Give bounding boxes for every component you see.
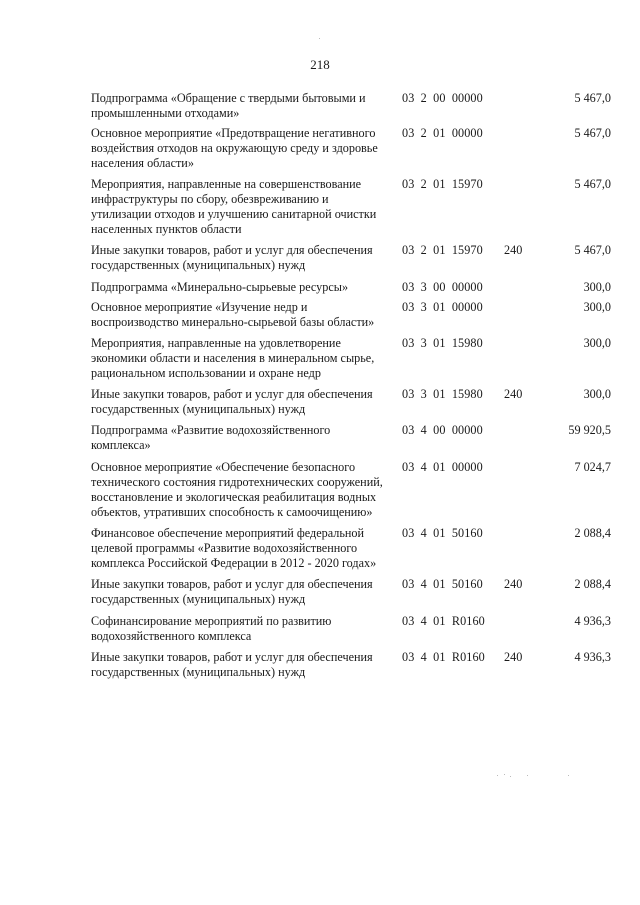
row-description: Подпрограмма «Обращение с твердыми бытовыми и промышленными отходами» <box>91 91 366 120</box>
row-amount: 4 936,3 <box>574 614 611 628</box>
row-amount: 2 088,4 <box>574 526 611 540</box>
row-code: 03 4 01 R0160 <box>402 614 485 628</box>
row-description: Иные закупки товаров, работ и услуг для обеспечения государственных (муниципальных) нужд <box>91 577 373 606</box>
row-description: Мероприятия, направленные на удовлетворение экономики области и населения в минеральном сырье, рациональном использовании и охране недр <box>91 336 375 380</box>
row-description: Подпрограмма «Развитие водохозяйственного комплекса» <box>91 423 331 452</box>
row-amount: 4 936,3 <box>574 650 611 664</box>
row-description: Основное мероприятие «Предотвращение негативного воздействия отходов на окружающую среду и здоровье населения области» <box>91 126 378 170</box>
row-code: 03 3 01 00000 <box>402 300 483 314</box>
row-expense-type: 240 <box>504 243 523 257</box>
table-row <box>91 177 611 237</box>
row-amount: 59 920,5 <box>568 423 611 437</box>
row-description: Мероприятия, направленные на совершенствование инфраструктуры по сбору, обезвреживанию и утилизации отходов и улучшению санитарной очистки населенных пунктов области <box>91 177 377 236</box>
scan-speck <box>568 775 569 776</box>
table-row <box>91 91 611 121</box>
row-code: 03 4 01 50160 <box>402 526 483 540</box>
row-expense-type: 240 <box>504 387 523 401</box>
row-description: Иные закупки товаров, работ и услуг для обеспечения государственных (муниципальных) нужд <box>91 387 373 416</box>
row-code: 03 2 00 00000 <box>402 91 483 105</box>
row-description: Иные закупки товаров, работ и услуг для обеспечения государственных (муниципальных) нужд <box>91 243 373 272</box>
row-description: Основное мероприятие «Изучение недр и воспроизводство минерально-сырьевой базы области» <box>91 300 375 329</box>
scan-speck <box>510 776 511 777</box>
row-description: Софинансирование мероприятий по развитию водохозяйственного комплекса <box>91 614 332 643</box>
table-row <box>91 280 611 295</box>
row-code: 03 2 01 15970 <box>402 177 483 191</box>
scan-speck <box>504 774 505 775</box>
row-code: 03 4 01 R0160 <box>402 650 485 664</box>
row-amount: 5 467,0 <box>574 243 611 257</box>
row-code: 03 4 01 00000 <box>402 460 483 474</box>
row-amount: 5 467,0 <box>574 91 611 105</box>
table-row <box>91 126 611 171</box>
row-amount: 2 088,4 <box>574 577 611 591</box>
row-code: 03 2 01 00000 <box>402 126 483 140</box>
table-row <box>91 650 611 680</box>
table-row <box>91 526 611 571</box>
row-amount: 300,0 <box>583 280 611 294</box>
row-code: 03 3 01 15980 <box>402 387 483 401</box>
row-code: 03 3 00 00000 <box>402 280 483 294</box>
row-description: Основное мероприятие «Обеспечение безопасного технического состояния гидротехнических сооружений, восстановление и экологическая реабилитация водных объектов, утративших способность к самоочищению» <box>91 460 383 519</box>
table-row <box>91 614 611 644</box>
row-amount: 300,0 <box>583 336 611 350</box>
row-code: 03 4 00 00000 <box>402 423 483 437</box>
row-amount: 5 467,0 <box>574 177 611 191</box>
row-code: 03 2 01 15970 <box>402 243 483 257</box>
row-description: Иные закупки товаров, работ и услуг для обеспечения государственных (муниципальных) нужд <box>91 650 373 679</box>
row-description: Финансовое обеспечение мероприятий федеральной целевой программы «Развитие водохозяйственного комплекса Российской Федерации в 2012 - 2020 годах» <box>91 526 377 570</box>
row-expense-type: 240 <box>504 577 523 591</box>
table-row <box>91 387 611 417</box>
table-row <box>91 243 611 273</box>
scan-speck <box>527 775 528 776</box>
table-row <box>91 300 611 330</box>
row-code: 03 3 01 15980 <box>402 336 483 350</box>
row-amount: 300,0 <box>583 387 611 401</box>
scan-speck <box>319 38 320 39</box>
table-row <box>91 460 611 520</box>
row-description: Подпрограмма «Минерально-сырьевые ресурсы» <box>91 280 349 294</box>
row-expense-type: 240 <box>504 650 523 664</box>
row-amount: 5 467,0 <box>574 126 611 140</box>
table-row <box>91 577 611 607</box>
table-row <box>91 336 611 381</box>
row-amount: 300,0 <box>583 300 611 314</box>
scan-speck <box>497 775 498 776</box>
table-row <box>91 423 611 453</box>
budget-table <box>91 91 611 680</box>
page-number: 218 <box>310 57 330 72</box>
row-amount: 7 024,7 <box>574 460 611 474</box>
row-code: 03 4 01 50160 <box>402 577 483 591</box>
